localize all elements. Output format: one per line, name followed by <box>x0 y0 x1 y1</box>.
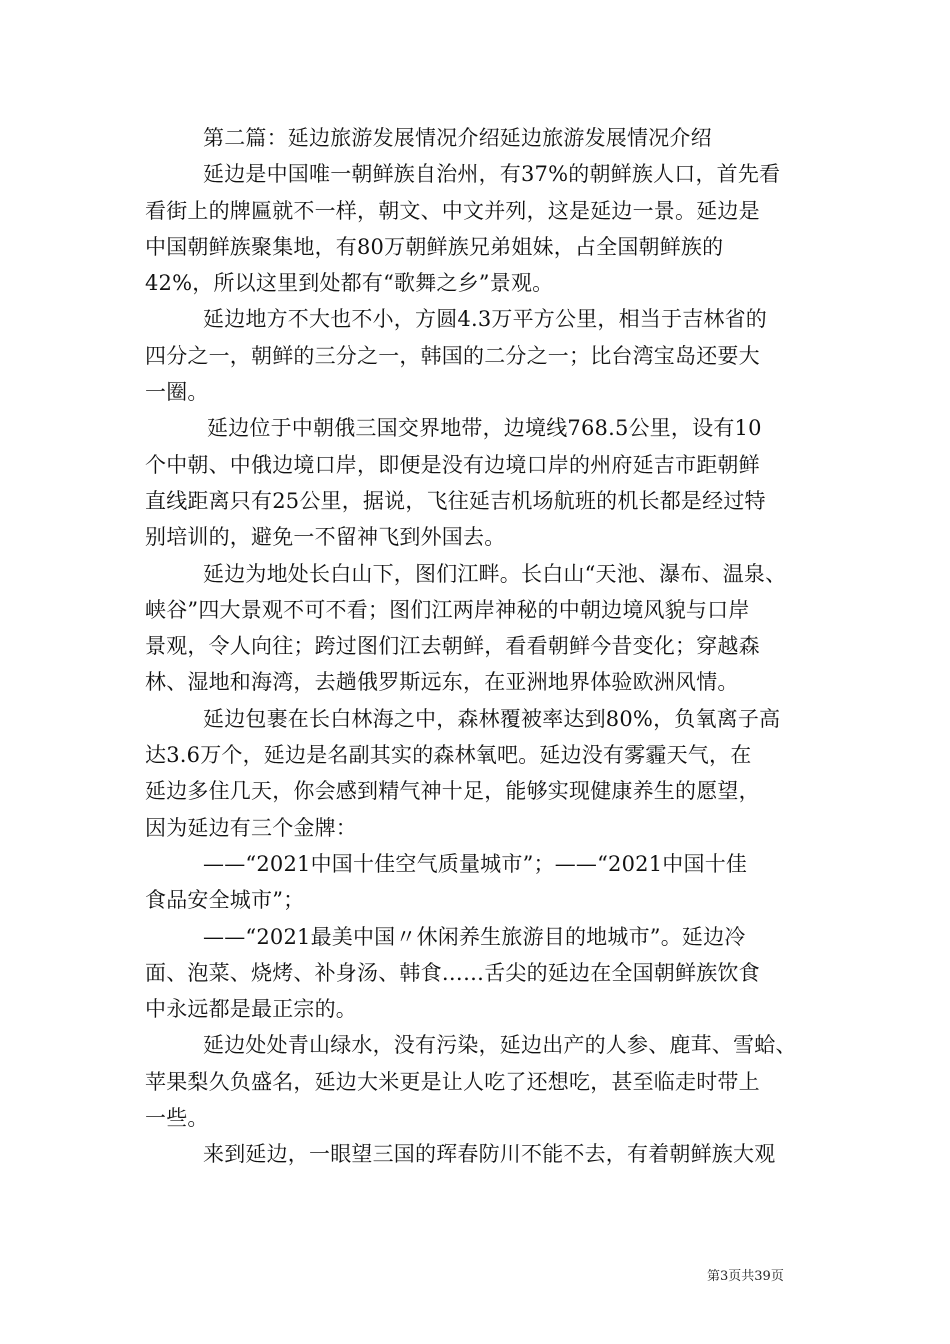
text-line: 因为延边有三个金牌： <box>145 815 357 840</box>
text-line: 峡谷”四大景观不可不看；图们江两岸神秘的中朝边境风貌与口岸 <box>145 597 750 622</box>
article-title: 第二篇：延边旅游发展情况介绍延边旅游发展情况介绍 <box>203 126 712 150</box>
text-line: 中永远都是最正宗的。 <box>145 997 357 1022</box>
text-line: 食品安全城市”； <box>145 888 305 913</box>
text-line: 延边处处青山绿水，没有污染，延边出产的人参、鹿茸、雪蛤、 <box>203 1033 797 1058</box>
text-line: 别培训的，避免一不留神飞到外国去。 <box>145 525 506 550</box>
text-line: 直线距离只有25公里，据说，飞往延吉机场航班的机长都是经过特 <box>145 488 766 513</box>
text-line: 面、泡菜、烧烤、补身汤、韩食……舌尖的延边在全国朝鲜族饮食 <box>145 960 760 985</box>
text-line: 达3.6万个，延边是名副其实的森林氧吧。延边没有雾霾天气，在 <box>145 743 752 768</box>
text-line: 中国朝鲜族聚集地，有80万朝鲜族兄弟姐妹，占全国朝鲜族的 <box>145 234 724 259</box>
text-line: ——“2021最美中国〃休闲养生旅游目的地城市”。延边冷 <box>203 924 746 949</box>
text-line: 延边是中国唯一朝鲜族自治州，有37%的朝鲜族人口，首先看 <box>203 162 781 187</box>
text-line: 延边多住几天，你会感到精气神十足，能够实现健康养生的愿望， <box>145 779 760 804</box>
text-line: 景观，令人向往；跨过图们江去朝鲜，看看朝鲜今昔变化；穿越森 <box>145 634 760 659</box>
text-line: 看街上的牌匾就不一样，朝文、中文并列，这是延边一景。延边是 <box>145 198 760 223</box>
text-line: 林、湿地和海湾，去趟俄罗斯远东，在亚洲地界体验欧洲风情。 <box>145 670 739 695</box>
text-line: 延边包裹在长白林海之中，森林覆被率达到80%，负氧离子高 <box>203 706 781 731</box>
text-line: 四分之一，朝鲜的三分之一，韩国的二分之一；比台湾宝岛还要大 <box>145 343 760 368</box>
text-line: 一些。 <box>145 1106 209 1131</box>
text-line: 个中朝、中俄边境口岸，即便是没有边境口岸的州府延吉市距朝鲜 <box>145 452 760 477</box>
text-line: 来到延边，一眼望三国的珲春防川不能不去，有着朝鲜族大观 <box>203 1142 776 1167</box>
text-line: 延边为地处长白山下，图们江畔。长白山“天池、瀑布、温泉、 <box>203 561 787 586</box>
text-line: 一圈。 <box>145 380 209 405</box>
text-line: 42%，所以这里到处都有“歌舞之乡”景观。 <box>145 271 554 296</box>
article-body <box>145 120 813 1173</box>
text-line: 延边地方不大也不小，方圆4.3万平方公里，相当于吉林省的 <box>203 307 767 332</box>
text-line: 苹果梨久负盛名，延边大米更是让人吃了还想吃，甚至临走时带上 <box>145 1069 760 1094</box>
text-line: ——“2021中国十佳空气质量城市”；——“2021中国十佳 <box>203 851 748 876</box>
text-line: 延边位于中朝俄三国交界地带，边境线768.5公里，设有10 <box>207 416 762 441</box>
page-number: 第3页共39页 <box>707 1269 784 1284</box>
